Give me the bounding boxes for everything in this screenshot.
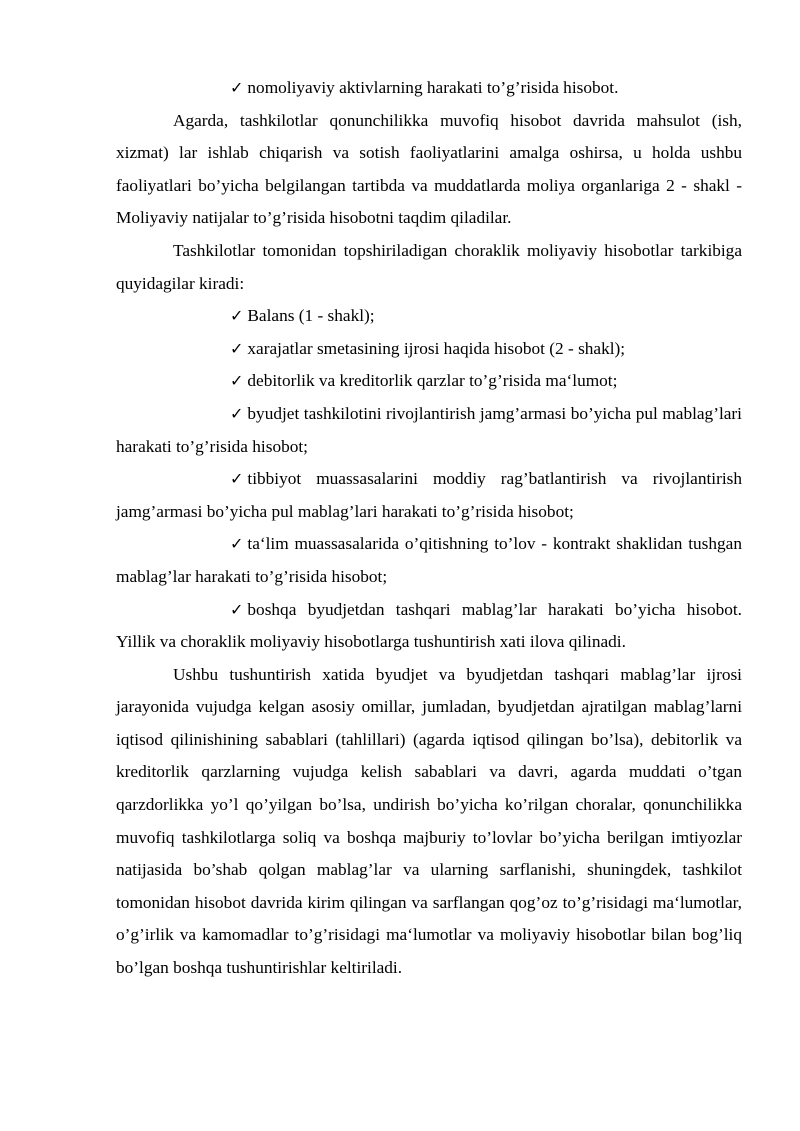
checklist-item [116,300,742,333]
checklist-item-text: tibbiyot muassasalarini moddiy rag’batlantirish va rivojlantirish jamg’armasi bo’yicha pul mablag’lari harakati to’g’risida hisobot; [116,469,742,521]
checklist-item-text: xarajatlar smetasining ijrosi haqida hisobot (2 - shakl); [247,338,626,358]
checklist-item-text: debitorlik va kreditorlik qarzlar to’g’risida ma‘lumot; [247,371,618,391]
checkmark-icon: ✓ [230,306,244,326]
checklist-item [116,72,742,105]
checkmark-icon: ✓ [230,534,244,554]
checklist-item [116,528,742,593]
checklist-item-text: Balans (1 - shakl); [247,306,375,326]
checkmark-icon: ✓ [230,78,244,97]
checklist-item [116,333,742,366]
checklist-item [116,463,742,528]
checklist-item-text: ta‘lim muassasalarida o’qitishning to’lov - kontrakt shaklidan tushgan mablag’lar harakati to’g’risida hisobot; [116,534,742,586]
checkmark-icon: ✓ [230,469,244,489]
checkmark-icon: ✓ [230,599,244,619]
checklist-item [116,365,742,398]
body-paragraph: Agarda, tashkilotlar qonunchilikka muvofiq hisobot davrida mahsulot (ish, xizmat) lar ishlab chiqarish va sotish faoliyatlarini amalga oshirsa, u holda ushbu faoliyatlari bo’yicha belgilangan tartibda va muddatlarda moliya organlariga 2 - shakl - Moliyaviy natijalar to’g’risida hisobotni taqdim qiladilar. [116,110,742,228]
checklist-item [116,594,742,659]
checklist-item-text: byudjet tashkilotini rivojlantirish jamg’armasi bo’yicha pul mablag’lari harakati to’g’risida hisobot; [116,403,742,456]
checklist-item-text: boshqa byudjetdan tashqari mablag’lar harakati bo’yicha hisobot. Yillik va choraklik moliyaviy hisobotlarga tushuntirish xati ilova qilinadi. [116,599,742,652]
checkmark-icon: ✓ [230,403,244,423]
body-paragraph: Tashkilotlar tomonidan topshiriladigan choraklik moliyaviy hisobotlar tarkibiga quyidagilar kiradi: [116,240,742,293]
checkmark-icon: ✓ [230,371,244,391]
checklist-item [116,398,742,463]
checkmark-icon: ✓ [230,338,244,358]
document-page [116,72,742,985]
body-paragraph: Ushbu tushuntirish xatida byudjet va byudjetdan tashqari mablag’lar ijrosi jarayonida vujudga kelgan asosiy omillar, jumladan, byudjetdan ajratilgan mablag’larni iqtisod qilinishining sabablari (tahlillari) (agarda iqtisod qilingan bo’lsa), debitorlik va kreditorlik qarzlarning vujudga kelish sabablari va davri, agarda muddati o’tgan qarzdorlikka yo’l qo’yilgan bo’lsa, undirish bo’yicha ko’rilgan choralar, qonunchilikka muvofiq tashkilotlarga soliq va boshqa majburiy to’lovlar bo’yicha berilgan imtiyozlar natijasida bo’shab qolgan mablag’lar va ularning sarflanishi, shuningdek, tashkilot tomonidan hisobot davrida kirim qilingan va sarflangan qog’oz to’g’risidagi ma‘lumotlar, o’g’irlik va kamomadlar to’g’risidagi ma‘lumotlar va moliyaviy hisobotlar bilan bog’liq bo’lgan boshqa tushuntirishlar keltiriladi. [116,664,742,978]
checklist-item-text: nomoliyaviy aktivlarning harakati to’g’risida hisobot. [247,78,619,97]
